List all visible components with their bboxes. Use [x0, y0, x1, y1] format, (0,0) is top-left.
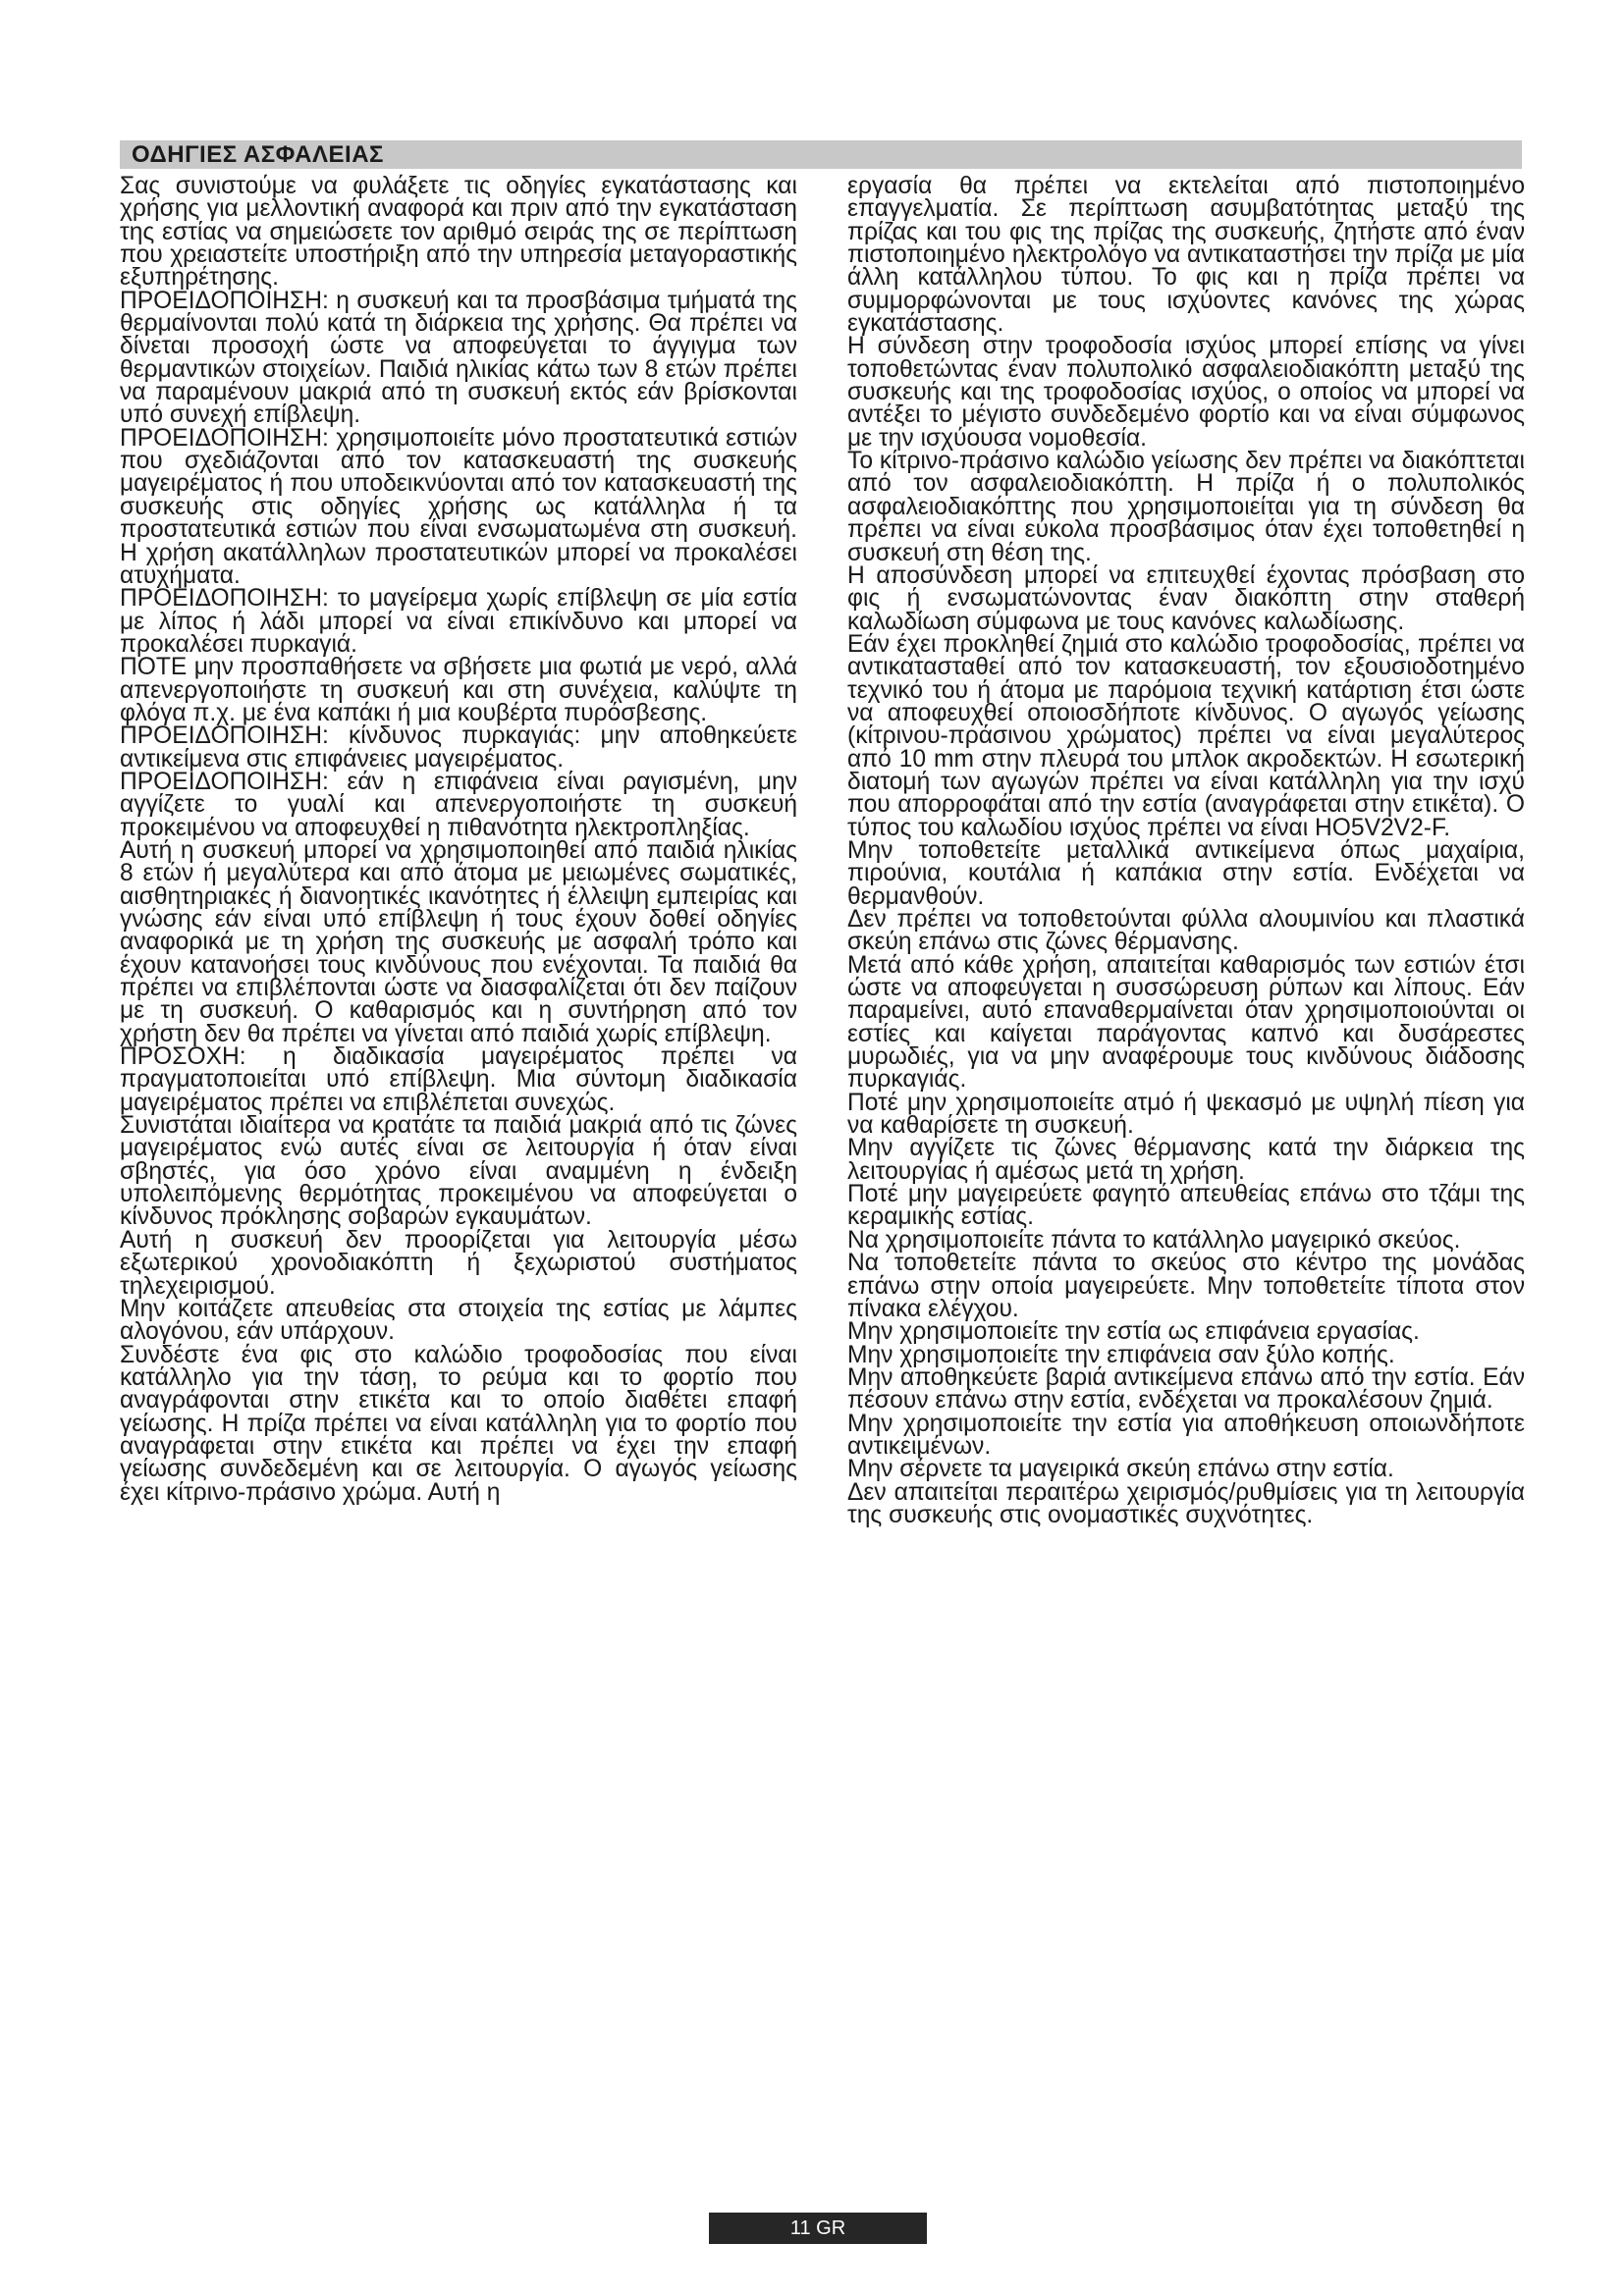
- paragraph: Αυτή η συσκευή μπορεί να χρησιμοποιηθεί από παιδιά ηλικίας 8 ετών ή μεγαλύτερα και από άτομα με μειωμένες σωματικές, αισθητηριακές ή διανοητικές ικανότητες ή έλλειψη εμπειρίας και γνώσης εάν είναι υπό επίβλεψη ή τους έχουν δοθεί οδηγίες αναφορικά με τη χρήση της συσκευής με ασφαλή τρόπο και έχουν κατανοήσει τους κινδύνους που ενέχονται. Τα παιδιά θα πρέπει να επιβλέπονται ώστε να διασφαλίζεται ότι δεν παίζουν με τη συσκευή. Ο καθαρισμός και η συντήρηση από τον χρήστη δεν θα πρέπει να γίνεται από παιδιά χωρίς επίβλεψη.: [120, 836, 797, 1047]
- paragraph: ΠΡΟΕΙΔΟΠΟΙΗΣΗ: το μαγείρεμα χωρίς επίβλεψη σε μία εστία με λίπος ή λάδι μπορεί να είναι επικίνδυνο και μπορεί να προκαλέσει πυρκαγιά.: [120, 585, 797, 658]
- paragraph: Ποτέ μην χρησιμοποιείτε ατμό ή ψεκασμό με υψηλή πίεση για να καθαρίσετε τη συσκευή.: [847, 1089, 1525, 1140]
- paragraph: Να τοποθετείτε πάντα το σκεύος στο κέντρο της μονάδας επάνω στην οποία μαγειρεύετε. Μην τοποθετείτε τίποτα στον πίνακα ελέγχου.: [847, 1250, 1525, 1322]
- paragraph: Μην κοιτάζετε απευθείας στα στοιχεία της εστίας με λάμπες αλογόνου, εάν υπάρχουν.: [120, 1295, 797, 1346]
- paragraph: Μην σέρνετε τα μαγειρικά σκεύη επάνω στην εστία.: [847, 1456, 1394, 1483]
- paragraph: ΠΟΤΕ μην προσπαθήσετε να σβήσετε μια φωτιά με νερό, αλλά απενεργοποιήστε τη συσκευή και στη συνέχεια, καλύψτε τη φλόγα π.χ. με ένα καπάκι ή μια κουβέρτα πυρόσβεσης.: [120, 654, 797, 726]
- paragraph: ΠΡΟΕΙΔΟΠΟΙΗΣΗ: χρησιμοποιείτε μόνο προστατευτικά εστιών που σχεδιάζονται από τον κατασκευαστή της συσκευής μαγειρέματος ή που υποδεικνύονται από τον κατασκευαστή της συσκευής στις οδηγίες χρήσης ως κατάλληλα ή τα προστατευτικά εστιών που είναι ενσωματωμένα στη συσκευή. Η χρήση ακατάλληλων προστατευτικών μπορεί να προκαλέσει ατυχήματα.: [120, 424, 797, 589]
- paragraph: Μην χρησιμοποιείτε την εστία για αποθήκευση οποιωνδήποτε αντικειμένων.: [847, 1410, 1525, 1460]
- paragraph: Αυτή η συσκευή δεν προορίζεται για λειτουργία μέσω εξωτερικού χρονοδιακόπτη ή ξεχωριστού συστήματος τηλεχειρισμού.: [120, 1226, 797, 1300]
- paragraph: ΠΡΟΕΙΔΟΠΟΙΗΣΗ: κίνδυνος πυρκαγιάς: μην αποθηκεύετε αντικείμενα στις επιφάνειες μαγειρέματος.: [120, 722, 797, 773]
- paragraph: Το κίτρινο-πράσινο καλώδιο γείωσης δεν πρέπει να διακόπτεται από τον ασφαλειοδιακόπτη. Η πρίζα ή ο πολυπολικός ασφαλειοδιακόπτης που χρησιμοποιείται για τη σύνδεση θα πρέπει να είναι εύκολα προσβάσιμος όταν έχει τοποθετηθεί η συσκευή στη θέση της.: [847, 448, 1525, 566]
- section-title: ΟΔΗΓΙΕΣ ΑΣΦΑΛΕΙΑΣ: [132, 141, 384, 168]
- paragraph: Συνιστάται ιδιαίτερα να κρατάτε τα παιδιά μακριά από τις ζώνες μαγειρέματος ενώ αυτές είναι σε λειτουργία ή όταν είναι σβηστές, για όσο χρόνο είναι αναμμένη η ένδειξη υπολειπόμενης θερμότητας προκειμένου να αποφεύγεται ο κίνδυνος πρόκλησης σοβαρών εγκαυμάτων.: [120, 1112, 797, 1231]
- paragraph: ΠΡΟΕΙΔΟΠΟΙΗΣΗ: εάν η επιφάνεια είναι ραγισμένη, μην αγγίζετε το γυαλί και απενεργοποιήστε τη συσκευή προκειμένου να αποφευχθεί η πιθανότητα ηλεκτροπληξίας.: [120, 768, 797, 841]
- paragraph: εργασία θα πρέπει να εκτελείται από πιστοποιημένο επαγγελματία. Σε περίπτωση ασυμβατότητας μεταξύ της πρίζας και του φις της πρίζας της συσκευής, ζητήστε από έναν πιστοποιημένο ηλεκτρολόγο να αντικαταστήσει την πρίζα με μία άλλη κατάλληλου τύπου. Το φις και η πρίζα πρέπει να συμμορφώνονται με τους ισχύοντες κανόνες της χώρας εγκατάστασης.: [847, 173, 1525, 338]
- page-number: 11 GR: [709, 2213, 927, 2244]
- paragraph: Σας συνιστούμε να φυλάξετε τις οδηγίες εγκατάστασης και χρήσης για μελλοντική αναφορά και πριν από την εγκατάσταση της εστίας να σημειώσετε τον αριθμό σειράς της σε περίπτωση που χρειαστείτε υποστήριξη από την υπηρεσία μεταγοραστικής εξυπηρέτησης.: [120, 173, 797, 292]
- paragraph: Μην τοποθετείτε μεταλλικά αντικείμενα όπως μαχαίρια, πιρούνια, κουτάλια ή καπάκια στην εστία. Ενδέχεται να θερμανθούν.: [847, 836, 1525, 910]
- section-header-bar: [120, 140, 1522, 169]
- paragraph: ΠΡΟΕΙΔΟΠΟΙΗΣΗ: η συσκευή και τα προσβάσιμα τμήματά της θερμαίνονται πολύ κατά τη διάρκεια της χρήσης. Θα πρέπει να δίνεται προσοχή ώστε να αποφεύγεται το άγγιγμα των θερμαντικών στοιχείων. Παιδιά ηλικίας κάτω των 8 ετών πρέπει να παραμένουν μακριά από τη συσκευή εκτός εάν βρίσκονται υπό συνεχή επίβλεψη.: [120, 287, 797, 429]
- paragraph: Να χρησιμοποιείτε πάντα το κατάλληλο μαγειρικό σκεύος.: [847, 1226, 1461, 1254]
- paragraph: Δεν απαιτείται περαιτέρω χειρισμός/ρυθμίσεις για τη λειτουργία της συσκευής στις ονομαστικές συχνότητες.: [847, 1478, 1525, 1528]
- paragraph: ΠΡΟΣΟΧΗ: η διαδικασία μαγειρέματος πρέπει να πραγματοποιείται υπό επίβλεψη. Μια σύντομη διαδικασία μαγειρέματος πρέπει να επιβλέπεται συνεχώς.: [120, 1043, 797, 1116]
- right-text-column: [847, 175, 1525, 1526]
- paragraph: Η σύνδεση στην τροφοδοσία ισχύος μπορεί επίσης να γίνει τοποθετώντας έναν πολυπολικό ασφαλειοδιακόπτη μεταξύ της συσκευής και της τροφοδοσίας ισχύος, ο οποίος να μπορεί να αντέξει το μέγιστο συνδεδεμένο φορτίο και να είναι σύμφωνος με την ισχύουσα νομοθεσία.: [847, 333, 1525, 452]
- paragraph: Συνδέστε ένα φις στο καλώδιο τροφοδοσίας που είναι κατάλληλο για την τάση, το ρεύμα και το φορτίο που αναγράφονται στην ετικέτα και το οποίο διαθέτει επαφή γείωσης. Η πρίζα πρέπει να είναι κατάλληλη για το φορτίο που αναγράφεται στην ετικέτα και πρέπει να έχει την επαφή γείωσης συνδεδεμένη και σε λειτουργία. Ο αγωγός γείωσης έχει κίτρινο-πράσινο χρώμα. Αυτή η: [120, 1341, 797, 1506]
- paragraph: Μετά από κάθε χρήση, απαιτείται καθαρισμός των εστιών έτσι ώστε να αποφεύγεται η συσσώρευση ρύπων και λίπους. Εάν παραμείνει, αυτό επαναθερμαίνεται όταν χρησιμοποιούνται οι εστίες και καίγεται παράγοντας καπνό και δυσάρεστες μυρωδιές, για να μην αναφέρουμε τους κινδύνους διάδοσης πυρκαγιάς.: [847, 951, 1525, 1094]
- paragraph: Ποτέ μην μαγειρεύετε φαγητό απευθείας επάνω στο τζάμι της κεραμικής εστίας.: [847, 1181, 1525, 1231]
- paragraph: Μην χρησιμοποιείτε την επιφάνεια σαν ξύλο κοπής.: [847, 1341, 1395, 1368]
- paragraph: Η αποσύνδεση μπορεί να επιτευχθεί έχοντας πρόσβαση στο φις ή ενσωματώνοντας έναν διακόπτη στην σταθερή καλωδίωση σύμφωνα με τους κανόνες καλωδίωσης.: [847, 561, 1525, 635]
- paragraph: Μην χρησιμοποιείτε την εστία ως επιφάνεια εργασίας.: [847, 1318, 1420, 1346]
- paragraph: Δεν πρέπει να τοποθετούνται φύλλα αλουμινίου και πλαστικά σκεύη επάνω στις ζώνες θέρμανσης.: [847, 906, 1525, 956]
- left-text-column: [120, 175, 797, 1504]
- paragraph: Εάν έχει προκληθεί ζημιά στο καλώδιο τροφοδοσίας, πρέπει να αντικατασταθεί από τον κατασκευαστή, τον εξουσιοδοτημένο τεχνικό του ή άτομα με παρόμοια τεχνική κατάρτιση έτσι ώστε να αποφευχθεί οποιοσδήποτε κίνδυνος. Ο αγωγός γείωσης (κίτρινου-πράσινου χρώματος) πρέπει να είναι μεγαλύτερος από 10 mm στην πλευρά του μπλοκ ακροδεκτών. Η εσωτερική διατομή των αγωγών πρέπει να είναι κατάλληλη για την ισχύ που απορροφάται από την εστία (αναγράφεται στην ετικέτα). Ο τύπος του καλωδίου ισχύος πρέπει να είναι HO5V2V2-F.: [847, 630, 1525, 841]
- paragraph: Μην αποθηκεύετε βαριά αντικείμενα επάνω από την εστία. Εάν πέσουν επάνω στην εστία, ενδέχεται να προκαλέσουν ζημιά.: [847, 1363, 1525, 1415]
- paragraph: Μην αγγίζετε τις ζώνες θέρμανσης κατά την διάρκεια της λειτουργίας ή αμέσως μετά τη χρήση.: [847, 1135, 1525, 1185]
